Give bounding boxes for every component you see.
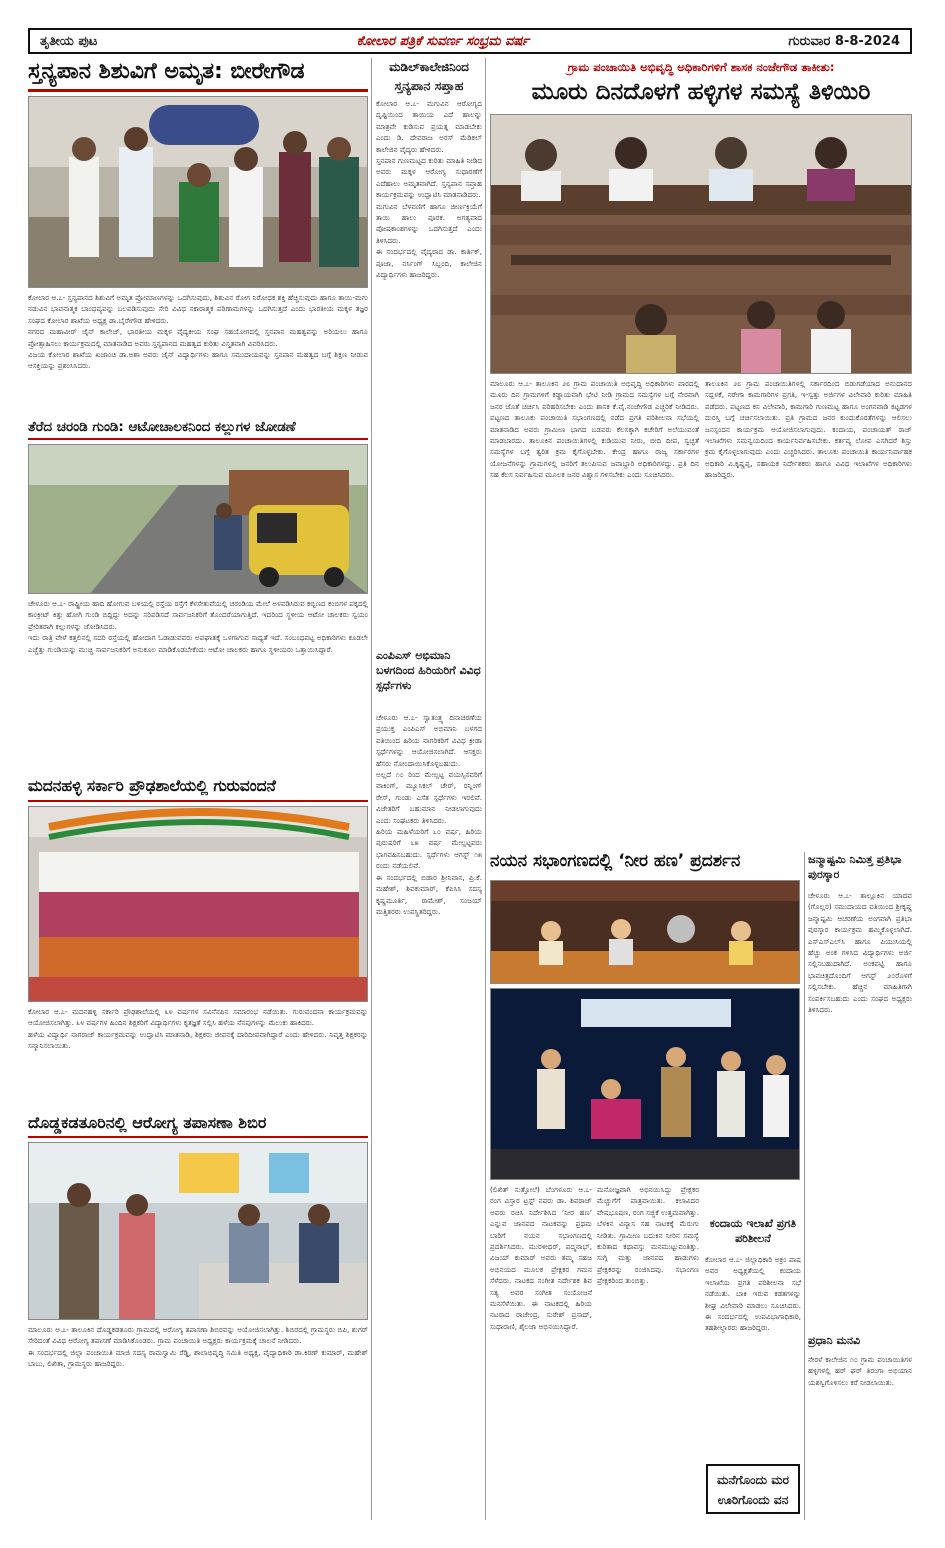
paragraph: ಮಗುವಿನ ಬೆಳವಣಿಗೆ ಹಾಗೂ ಜೀರ್ಣಕ್ರಿಯೆಗೆ ತಾಯಿ ಹಾಲು ಪೂರಕ. ಅಗತ್ಯವಾದ ಪೋಷಕಾಂಶಗಳನ್ನು ಒದಗಿಸುತ್ತದೆ ಎಂದು ತಿಳಿಸಿದರು. — [376, 201, 482, 245]
article-headline-sports: ಎಂಪಿಎಸ್ ಅಭಿಮಾನಿ ಬಳಗದಿಂದ ಹಿರಿಯರಿಗೆ ವಿವಿಧ ಸ್ಪರ್ಧೆಗಳು — [376, 649, 481, 692]
article-body-play-part2 — [597, 1184, 699, 1520]
photo-auto-driver-road — [28, 444, 368, 594]
article-headline-appeal: ಪ್ರಧಾನಿ ಮನವಿ — [808, 1334, 861, 1347]
article-headline-revenue: ಕಂದಾಯ ಇಲಾಖೆ ಪ್ರಗತಿ ಪರಿಶೀಲನೆ — [709, 1217, 797, 1245]
article-body-revenue — [705, 1254, 801, 1460]
paragraph: ಹಳೆಯ ವಿದ್ಯಾರ್ಥಿ ನಾಗರಾಜ್ ಕಾರ್ಯಕ್ರಮವನ್ನು ಉದ್ಘಾಟಿಸಿ ಮಾತನಾಡಿ, ಶಿಕ್ಷಕರು ಜೀವನಕ್ಕೆ ದಾರಿದೀಪವಾಗಿದ್ದಾರೆ ಎಂದು ಹೇಳಿದರು. ನಿವೃತ್ತ ಶಿಕ್ಷಕರನ್ನು ಸನ್ಮಾನಿಸಲಾಯಿತು. — [28, 1029, 368, 1051]
article-body-breastfeeding — [28, 292, 368, 416]
article-body-breastfeeding-week — [376, 98, 482, 638]
paragraph: ಈ ಸಂದರ್ಭದಲ್ಲಿ ಬಿಡಾರ ಶ್ರೀನಿವಾಸ, ಪ್ರಿ.ಕೆ. ಮಹೇಶ್, ಶಿವಕುಮಾರ್, ಕೆಪಿಸಿಸಿ ಸದಸ್ಯ ಕೃಷ್ಣಮೂರ್ತಿ, ರಾಮೇಶ್, ಸಂಜಯ್ ಮತ್ತಿತರರು ಉಪಸ್ಥಿತರಿದ್ದರು. — [376, 872, 482, 916]
photo-school-group — [28, 806, 368, 1002]
paragraph: ಕೋಲಾರ ಆ.೭- ಮದನಹಳ್ಳಿ ಸರ್ಕಾರಿ ಪ್ರೌಢಶಾಲೆಯಲ್ಲಿ ೩೪ ವರ್ಷಗಳ ಸವಿನೆನಪಿನ ಸಮಾರಂಭ ನಡೆಯಿತು. ಗುರುವಂದನಾ ಕಾರ್ಯಕ್ರಮವನ್ನು ಆಯೋಜಿಸಲಾಗಿತ್ತು. ೩೪ ವರ್ಷಗಳ ಹಿಂದಿನ ಶಿಕ್ಷಕರಿಗೆ ವಿದ್ಯಾರ್ಥಿಗಳು ಕೃತಜ್ಞತೆ ಸಲ್ಲಿಸಿ ಹಳೆಯ ನೆನಪುಗಳನ್ನು ಮೆಲುಕು ಹಾಕಿದರು. — [28, 1007, 368, 1028]
newspaper-tagline: ಕೋಲಾರ ಪತ್ರಿಕೆ ಸುವರ್ಣ ಸಂಭ್ರಮ ವರ್ಷ — [356, 33, 530, 49]
photo-play-stage — [490, 988, 800, 1180]
article-body-appeal — [808, 1354, 912, 1520]
article-headline-village-problems: ಮೂರು ದಿನದೊಳಗೆ ಹಳ್ಳಿಗಳ ಸಮಸ್ಯೆ ತಿಳಿಯಿರಿ — [531, 79, 871, 105]
page-number: ತೃತೀಯ ಪುಟ — [40, 33, 98, 49]
paragraph: ಕೋಲಾರ ಆ.೭- ಜಿಲ್ಲಾಧಿಕಾರಿ ಅಕ್ರಂ ಪಾಷ ಅವರ ಅಧ್ಯಕ್ಷತೆಯಲ್ಲಿ ಕಂದಾಯ ಇಲಾಖೆಯ ಪ್ರಗತಿ ಪರಿಶೀಲನಾ ಸಭೆ ನಡೆಯಿತು. ಬಾಕಿ ಇರುವ ಕಡತಗಳನ್ನು ಶೀಘ್ರ ವಿಲೇವಾರಿ ಮಾಡಲು ಸೂಚಿಸಿದರು. ಈ ಸಂದರ್ಭದಲ್ಲಿ ಉಪವಿಭಾಗಾಧಿಕಾರಿ, ತಹಶೀಲ್ದಾರರು ಹಾಜರಿದ್ದರು. — [705, 1255, 801, 1333]
article-headline-janmashtami: ಜನ್ಮಾಷ್ಟಮಿ ನಿಮಿತ್ತ ಪ್ರತಿಭಾ ಪುರಸ್ಕಾರ — [808, 853, 902, 881]
paragraph: ಹಿರಿಯ ಮಹಿಳೆಯರಿಗೆ ೬೦ ವರ್ಷ, ಹಿರಿಯ ಪುರುಷರಿಗೆ ೬೫ ವರ್ಷ ಮೇಲ್ಪಟ್ಟವರು ಭಾಗವಹಿಸಬಹುದು. ಸ್ಪರ್ಧೆಗಳು ಆಗಸ್ಟ್ ೧೫ ರಂದು ನಡೆಯಲಿವೆ. — [376, 827, 482, 871]
paragraph: ಚೇಳೂರು ಆ.೭- ಸ್ವಾತಂತ್ರ್ಯ ದಿನಾಚರಣೆಯ ಪ್ರಯುಕ್ತ ಎಂಪಿಎಸ್ ಅಭಿಮಾನಿ ಬಳಗದ ವತಿಯಿಂದ ಹಿರಿಯ ನಾಗರಿಕರಿಗೆ ವಿವಿಧ ಕ್ರೀಡಾ ಸ್ಪರ್ಧೆಗಳನ್ನು ಆಯೋಜಿಸಲಾಗಿದೆ. ಆಸಕ್ತರು ಹೆಸರು ನೋಂದಾಯಿಸಿಕೊಳ್ಳಬಹುದು. — [376, 713, 482, 768]
paragraph: ಈ ಸಂದರ್ಭದಲ್ಲಿ ಜಿಲ್ಲಾ ಪಂಚಾಯಿತಿ ಮಾಜಿ ಸದಸ್ಯ ರಾಮಸ್ವಾಮಿ ರೆಡ್ಡಿ, ಶಾಲಾಭಿವೃದ್ಧಿ ಸಮಿತಿ ಅಧ್ಯಕ್ಷ, ವೈದ್ಯಾಧಿಕಾರಿ ಡಾ.ಕಿರಣ್ ಕುಮಾರ್, ಮಹೇಶ್ ಬಾಬು, ಲಿಖಿತಾ, ಗ್ರಾಮಸ್ಥರು ಹಾಜರಿದ್ದರು. — [28, 1347, 368, 1369]
paragraph: ಮಾಲೂರು ಆ.೭- ತಾಲೂಕಿನ ದೊಡ್ಡಕಡತೂರು ಗ್ರಾಮದಲ್ಲಿ ಆರೋಗ್ಯ ತಪಾಸಣಾ ಶಿಬಿರವನ್ನು ಆಯೋಜಿಸಲಾಗಿತ್ತು. ಶಿಬಿರದಲ್ಲಿ ಗ್ರಾಮಸ್ಥರು ಬಿಪಿ, ಶುಗರ್ ಸೇರಿದಂತೆ ವಿವಿಧ ಆರೋಗ್ಯ ತಪಾಸಣೆ ಮಾಡಿಸಿಕೊಂಡರು. ಗ್ರಾಮ ಪಂಚಾಯಿತಿ ಅಧ್ಯಕ್ಷರು ಕಾರ್ಯಕ್ರಮಕ್ಕೆ ಚಾಲನೆ ನೀಡಿದರು. — [28, 1325, 368, 1346]
photo-breastfeeding-event — [28, 96, 368, 288]
article-headline-guruvandane: ಮದನಹಳ್ಳಿ ಸರ್ಕಾರಿ ಪ್ರೌಢಶಾಲೆಯಲ್ಲಿ ಗುರುವಂದನೆ — [28, 778, 368, 802]
paragraph: ನಗರದ ಮಹಾವೀರ್ ಜೈನ್ ಕಾಲೇಜ್, ಭಾರತೀಯ ಮಕ್ಕಳ ವೈದ್ಯಕೀಯ ಸಂಘ ಸಹಯೋಗದಲ್ಲಿ ಸ್ತನಪಾನ ಮಹತ್ವವನ್ನು ಅರಿಯಲು ಹಾಗೂ ಪ್ರೋತ್ಸಾಹಿಸಲು ಕಾರ್ಯಕ್ರಮದಲ್ಲಿ ಮಾತನಾಡಿದ ಅವರು ಸ್ತನ್ಯಪಾನದ ಮಹತ್ವದ ಕುರಿತು ವಿಸ್ತೃತವಾಗಿ ವಿವರಿಸಿದರು. — [28, 327, 368, 348]
issue-date: ಗುರುವಾರ 8-8-2024 — [788, 33, 900, 49]
photo-play-musicians — [490, 880, 800, 984]
slogan-box: ಮನೆಗೊಂದು ಮರ ಊರಿಗೊಂದು ವನ — [706, 1464, 800, 1514]
article-kicker-college: ಮಡಿಲ್‌ಕಾಲೇಜಿನಿಂದ — [389, 60, 469, 74]
article-body-guruvandane — [28, 1006, 368, 1112]
paragraph: ಮನೋಜ್ಞವಾಗಿ ಅಭಿನಯಿಸಿದ್ದು ಪ್ರೇಕ್ಷಕರ ಮೆಚ್ಚುಗೆಗೆ ಪಾತ್ರವಾಯಿತು. ಕಲಾವಿದರ ವೇಷಭೂಷಣ, ರಂಗ ಸಜ್ಜಿಕೆ ಉತ್ತಮವಾಗಿತ್ತು. ಬೆಳಕಿನ ವಿನ್ಯಾಸ ಸಹ ನಾಟಕಕ್ಕೆ ಮೆರುಗು ನೀಡಿತು. ಗ್ರಾಮೀಣ ಬದುಕಿನ ನೀರಿನ ಸಮಸ್ಯೆ ಕುರಿತಾದ ಕಥಾವಸ್ತು ಮನಮುಟ್ಟುವಂತಿತ್ತು. ಸುಗ್ಗಿ ಮತ್ತು ಜಾನಪದ ಹಾಡುಗಳು ಪ್ರೇಕ್ಷಕರನ್ನು ರಂಜಿಸಿದವು. ಸಭಾಂಗಣ ಪ್ರೇಕ್ಷಕರಿಂದ ತುಂಬಿತ್ತು. — [597, 1185, 699, 1286]
article-kicker-mla: ಗ್ರಾಮ ಪಂಚಾಯಿತಿ ಅಭಿವೃದ್ಧಿ ಅಧಿಕಾರಿಗಳಿಗೆ ಶಾಸಕ ನಂಜೇಗೌಡ ತಾಕೀತು: — [567, 60, 835, 74]
paragraph: ಅಲ್ಲದೆ ೧೦ ರಿಂದ ಮೇಲ್ಪಟ್ಟ ವಯಸ್ಸಿನವರಿಗೆ ವಾಕಿಂಗ್, ಮ್ಯೂಸಿಕಲ್ ಚೇರ್, ರನ್ನಿಂಗ್ ರೇಸ್, ಗುಂಡು ಎಸೆತ ಸ್ಪರ್ಧೆಗಳು ಇರಲಿವೆ. ವಿಜೇತರಿಗೆ ಬಹುಮಾನ ನೀಡಲಾಗುವುದು ಎಂದು ಸಂಘಟಕರು ತಿಳಿಸಿದರು. — [376, 770, 482, 825]
paragraph: ಈ ಸಂದರ್ಭದಲ್ಲಿ ವೈದ್ಯರಾದ ಡಾ. ಕಾರ್ತಿಕ್, ಪೂಜಾ, ನರ್ಸಿಂಗ್ ಸಿಬ್ಬಂದಿ, ಕಾಲೇಜಿನ ವಿದ್ಯಾರ್ಥಿಗಳು ಹಾಜರಿದ್ದರು. — [376, 247, 482, 280]
column-divider — [371, 58, 372, 1520]
article-headline-drain: ತೆರೆದ ಚರಂಡಿ ಗುಂಡಿ: ಆಟೋಚಾಲಕನಿಂದ ಕಲ್ಲುಗಳ ಜೋಡಣೆ — [28, 420, 368, 440]
article-headline-health-camp: ದೊಡ್ಡಕಡತೂರಿನಲ್ಲಿ ಆರೋಗ್ಯ ತಪಾಸಣಾ ಶಿಬಿರ — [28, 1114, 368, 1138]
article-body-janmashtami — [808, 890, 912, 1330]
article-body-sports — [376, 712, 482, 1520]
paragraph: ವಿಜಯ ಕೋಲಾರ ಶಾಖೆಯ ಖಜಾಂಚಿ ಡಾ.ಅಶಾ ಅವರು ಜೈನ್ ವಿದ್ಯಾರ್ಥಿಗಳು ಹಾಗೂ ಸಮುದಾಯವನ್ನು ಸ್ತನಪಾನ ಮಹತ್ವದ ಬಗ್ಗೆ ಶಿಕ್ಷಣ ನೀಡುವ ಆಸಕ್ತಿಯನ್ನು ಪ್ರಶಂಸಿಸಿದರು. — [28, 350, 368, 371]
article-body-play-part1 — [490, 1184, 592, 1520]
paragraph: ಚೇಳೂರು ಆ.೭- ರಾಷ್ಟ್ರೀಯ ಹಾದಿ ಹೋಗುವ ಬಳಿಯಲ್ಲಿ ರಸ್ತೆಯ ರಸ್ತೆಗೆ ಕೆಳಸೇತುವೆಯಲ್ಲಿ ಚರಂಡಿಯ ಮೇಲೆ ಅಳವಡಿಸಿರುವ ಕಬ್ಬಿಣದ ಕಂಬಿಗಳ ಪಕ್ಕದಲ್ಲಿ ಕಾಂಕ್ರೀಟ್ ಕಿತ್ತು ಹೋಗಿ ಗುಂಡಿ ಬಿದ್ದಿದ್ದು ಅದನ್ನು ಸರಿಪಡಿಸದೆ ಸಾರ್ವಜನಿಕರಿಗೆ ತೊಂದರೆಯಾಗುತ್ತಿದೆ. ಇದರಿಂದ ಸ್ಥಳೀಯ ಆಟೋ ಚಾಲಕರು ಸ್ವಯಂ ಪ್ರೇರಿತರಾಗಿ ಕಲ್ಲುಗಳನ್ನು ಜೋಡಿಸಿದರು. — [28, 599, 368, 631]
paragraph: ಸ್ತನಪಾನ ಗುಣಮಟ್ಟದ ಕುರಿತು ಮಾಹಿತಿ ನೀಡಿದ ಅವರು ಮಕ್ಕಳ ಆರೋಗ್ಯ ಸುಧಾರಣೆಗೆ ಎದೆಹಾಲು ಅಮೃತವಾಗಿದೆ. ಸ್ತನ್ಯಪಾನ ಸಪ್ತಾಹ ಕಾರ್ಯಕ್ರಮವನ್ನು ಉದ್ಘಾಟಿಸಿ ಮಾತನಾಡಿದರು. — [376, 156, 482, 200]
article-body-village-problems-part1 — [490, 378, 699, 848]
paragraph: ನೇರಳೆ ಕಾಲೇಜಿನ ೧೦ ಗ್ರಾಮ ಪಂಚಾಯಿತಿಗಳ ಹಳ್ಳಿಗಳಲ್ಲಿ ಹರ್ ಘರ್ ತಿರಂಗಾ ಅಭಿಯಾನ ಯಶಸ್ವಿಗೊಳಿಸಲು ಕರೆ ನೀಡಲಾಯಿತು. — [808, 1355, 912, 1387]
article-body-health-camp — [28, 1324, 368, 1520]
paragraph: ಮಾಲೂರು ಆ.೭- ತಾಲೂಕಿನ ೨೮ ಗ್ರಾಮ ಪಂಚಾಯಿತಿ ಅಭಿವೃದ್ಧಿ ಅಧಿಕಾರಿಗಳು ವಾರದಲ್ಲಿ ಮೂರು ದಿನ ಗ್ರಾಮಗಳಿಗೆ ಕಡ್ಡಾಯವಾಗಿ ಭೇಟಿ ನೀಡಿ ಗ್ರಾಮದ ಸಮಸ್ಯೆಗಳ ಬಗ್ಗೆ ನೇರವಾಗಿ ಜನರ ಜೊತೆ ಚರ್ಚಿಸಿ ಪರಿಹರಿಸಬೇಕು ಎಂದು ಶಾಸಕ ಕೆ.ವೈ.ನಂಜೇಗೌಡ ಎಚ್ಚರಿಕೆ ನೀಡಿದರು. ಪಟ್ಟಣದ ತಾಲೂಕು ಪಂಚಾಯಿತಿ ಸಭಾಂಗಣದಲ್ಲಿ ನಡೆದ ಪ್ರಗತಿ ಪರಿಶೀಲನಾ ಸಭೆಯಲ್ಲಿ ಮಾತನಾಡಿದ ಅವರು ಗ್ರಾಮೀಣ ಭಾಗದ ಬಡವರು ಕೆಲಸಕ್ಕಾಗಿ ಕಚೇರಿಗೆ ಅಲೆಯುವಂತೆ ಮಾಡಬಾರದು. ತಾಲೂಕಿನ ಪಂಚಾಯಿತಿಗಳಲ್ಲಿ ಕುಡಿಯುವ ನೀರು, ಬೀದಿ ದೀಪ, ಸ್ವಚ್ಛತೆ ಸಮಸ್ಯೆಗಳ ಬಗ್ಗೆ ತ್ವರಿತ ಕ್ರಮ ಕೈಗೊಳ್ಳಬೇಕು. ಕೇಂದ್ರ ಹಾಗೂ ರಾಜ್ಯ ಸರ್ಕಾರಗಳ ಯೋಜನೆಗಳನ್ನು ಗ್ರಾಮಗಳಲ್ಲಿ ಜನರಿಗೆ ತಲುಪಿಸುವ ಜವಾಬ್ದಾರಿ ಅಧಿಕಾರಿಗಳದ್ದು. ಪ್ರತಿ ದಿನ ಸಹ ಕೆಲಸ ನಿರ್ವಹಿಸುವ ಮೂಲಕ ಜನರ ವಿಶ್ವಾಸ ಗಳಿಸಬೇಕು ಎಂದು ಸೂಚಿಸಿದರು. — [490, 379, 699, 480]
article-headline-breastfeeding: ಸ್ತನ್ಯಪಾನ ಶಿಶುವಿಗೆ ಅಮೃತ: ಬೀರೇಗೌಡ — [28, 60, 368, 92]
article-body-drain — [28, 598, 368, 774]
paragraph: ಕೋಲಾರ ಆ.೭- ಮಗುವಿನ ಆರೋಗ್ಯದ ದೃಷ್ಟಿಯಿಂದ ತಾಯಿಯ ಎದೆ ಹಾಲನ್ನು ಮಾತ್ರವೇ ಕುಡಿಸುವ ಪ್ರಯತ್ನ ಮಾಡಬೇಕು ಎಂದು ಡಿ. ದೇವರಾಜ ಅರಸ್ ಮೆಡಿಕಲ್ ಕಾಲೇಜಿನ ವೈದ್ಯರು ಹೇಳಿದರು. — [376, 99, 482, 154]
paragraph: ಕೋಲಾರ ಆ.೭- ಸ್ತನ್ಯಪಾನದ ಶಿಶುವಿಗೆ ಅಮೃತ ಪ್ರೋಮಾಣಗಳನ್ನು ಒದಗಿಸುವುದು, ಶಿಶುವಿನ ರೋಗ ನಿರೋಧಕ ಶಕ್ತಿ ಹೆಚ್ಚಿಸುವುದು ಹಾಗೂ ತಾಯಿ-ಮಗು ನಡುವಿನ ಭಾವನಾತ್ಮಕ ಬಾಂಧವ್ಯವನ್ನು ಬಲಪಡಿಸುವುದು ಸೇರಿ ವಿವಿಧ ಸಕಾರಾತ್ಮಕ ಪರಿಣಾಮಗಳನ್ನು ಒದಗಿಸುತ್ತದೆ ಎಂದು ಭಾರತೀಯ ಮಕ್ಕಳ ತಜ್ಞರ ಸಂಘದ ಕೋಲಾರ ಶಾಖೆಯ ಅಧ್ಯಕ್ಷ ಡಾ.ಬೈರೇಗೌಡ ಹೇಳಿದರು. — [28, 293, 368, 325]
article-headline-breastfeeding-week: ಸ್ತನ್ಯಪಾನ ಸಪ್ತಾಹ — [394, 78, 464, 93]
paragraph: ಚೇಳೂರು ಆ.೭- ತಾಲ್ಲೂಕಿನ ಯಾದವ (ಗೊಲ್ಲರ) ಸಮುದಾಯದ ವತಿಯಿಂದ ಶ್ರೀಕೃಷ್ಣ ಜನ್ಮಾಷ್ಟಮಿ ಆಚರಣೆಯ ಅಂಗವಾಗಿ ಪ್ರತಿಭಾ ಪುರಸ್ಕಾರ ಕಾರ್ಯಕ್ರಮ ಹಮ್ಮಿಕೊಳ್ಳಲಾಗಿದೆ. ಎಸ್ಎಸ್ಎಲ್‌ಸಿ ಹಾಗೂ ಪಿಯುಸಿಯಲ್ಲಿ ಹೆಚ್ಚು ಅಂಕ ಗಳಿಸಿದ ವಿದ್ಯಾರ್ಥಿಗಳು ಅರ್ಜಿ ಸಲ್ಲಿಸಬಹುದಾಗಿದೆ. ಅಂಕಪಟ್ಟಿ ಹಾಗೂ ಭಾವಚಿತ್ರದೊಂದಿಗೆ ಆಗಸ್ಟ್ ೨೦ರೊಳಗೆ ಸಲ್ಲಿಸಬೇಕು. ಹೆಚ್ಚಿನ ಮಾಹಿತಿಗಾಗಿ ಸಂಪರ್ಕಿಸಬಹುದು ಎಂದು ಸಂಘದ ಅಧ್ಯಕ್ಷರು ತಿಳಿಸಿದರು. — [808, 891, 912, 1015]
paragraph: ತಾಲೂಕಿನ ೨೮ ಗ್ರಾಮ ಪಂಚಾಯಿತಿಗಳಲ್ಲಿ ಸರ್ಕಾರದಿಂದ ಬಿಡುಗಡೆಯಾದ ಅನುದಾನದ ಸದ್ಬಳಕೆ, ನರೇಗಾ ಕಾಮಗಾರಿಗಳ ಪ್ರಗತಿ, ಇ-ಸ್ವತ್ತು ಅರ್ಜಿಗಳ ವಿಲೇವಾರಿ ಕುರಿತು ಮಾಹಿತಿ ಪಡೆದರು. ಪಟ್ಟಣದ ಕಸ ವಿಲೇವಾರಿ, ಕಾಮಗಾರಿ ಗುಣಮಟ್ಟ ಹಾಗೂ ಅಂಗನವಾಡಿ ಕಟ್ಟಡಗಳ ದುರಸ್ತಿ ಬಗ್ಗೆ ಚರ್ಚಿಸಲಾಯಿತು. ಪ್ರತಿ ಗ್ರಾಮದ ಜನರ ಕುಂದುಕೊರತೆಗಳನ್ನು ಆಲಿಸಲು ಜನಸ್ಪಂದನ ಕಾರ್ಯಕ್ರಮ ಆಯೋಜಿಸಲಾಗುವುದು. ಕಂದಾಯ, ಪಂಚಾಯತ್ ರಾಜ್ ಇಲಾಖೆಗಳು ಸಮನ್ವಯದಿಂದ ಕಾರ್ಯನಿರ್ವಹಿಸಬೇಕು. ಕರ್ತವ್ಯ ಲೋಪ ಎಸಗಿದರೆ ಶಿಸ್ತು ಕ್ರಮ ಕೈಗೊಳ್ಳಲಾಗುವುದು ಎಂದು ಎಚ್ಚರಿಸಿದರು. ತಾಲೂಕು ಪಂಚಾಯಿತಿ ಕಾರ್ಯನಿರ್ವಾಹಕ ಅಧಿಕಾರಿ ವಿ.ಕೃಷ್ಣಪ್ಪ, ಸಹಾಯಕ ನಿರ್ದೇಶಕರು ಹಾಗೂ ವಿವಿಧ ಇಲಾಖೆಗಳ ಅಧಿಕಾರಿಗಳು ಹಾಜರಿದ್ದರು. — [705, 379, 912, 480]
paragraph: (ಲಿಖಿತ್ ಸುತ್ತೋಲೆ) ಬೆಂಗಳೂರು ಆ.೭- ರಂಗ ವಿಸ್ತಾರ ಟ್ರಸ್ಟ್ ನವರು ಡಾ. ಶಿವರಾಜ್ ಅವರು ರಚಿಸಿ ನಿರ್ದೇಶಿಸಿದ ‘ನೀರ ಹಣ’ ಎನ್ನುವ ಜಾನಪದ ನಾಟಕವನ್ನು ಪ್ರಥಮ ಬಾರಿಗೆ ನಯನ ಸಭಾಂಗಣದಲ್ಲಿ ಪ್ರದರ್ಶಿಸಿದರು. ಮುರಳೀಧರ್, ಪದ್ಮನಾಭ್, ವಿಜಯ್ ಕುಮಾರ್ ಅವರು ತಮ್ಮ ಸಹಜ ಅಭಿನಯದ ಮೂಲಕ ಪ್ರೇಕ್ಷಕರ ಗಮನ ಸೆಳೆದರು. ನಾಟಕದ ಸಂಗೀತ ನಿರ್ದೇಶಕ ಶಿವ ಸತ್ಯ ಅವರ ಸಂಗೀತ ಸಂಯೋಜನೆ ಮನಸೆಳೆಯಿತು. ಈ ನಾಟಕದಲ್ಲಿ ಹಿರಿಯ ನಟರಾದ ರಾಜೇಂದ್ರ, ಸುರೇಶ್ ಪ್ರಸಾದ್, ಸುಧಾರಾಣಿ, ಶೈಲಜಾ ಅಭಿನಯಿಸಿದ್ದಾರೆ. — [490, 1185, 592, 1331]
article-headline-play: ನಯನ ಸಭಾಂಗಣದಲ್ಲಿ ‘ನೀರ ಹಣ’ ಪ್ರದರ್ಶನ — [490, 851, 741, 871]
article-body-village-problems-part2 — [705, 378, 912, 848]
photo-review-meeting — [490, 114, 912, 374]
column-divider — [485, 58, 486, 1520]
masthead — [28, 28, 912, 54]
paragraph: ಇದು ರಾತ್ರಿ ವೇಳೆ ಕತ್ತಲಿನಲ್ಲಿ ಸದರಿ ರಸ್ತೆಯಲ್ಲಿ ಹೋದಾಗ ಓಡಾಡುವವರು ಅಪಘಾತಕ್ಕೆ ಒಳಗಾಗುವ ಸಾಧ್ಯತೆ ಇದೆ. ಸಂಬಂಧಪಟ್ಟ ಅಧಿಕಾರಿಗಳು ಕೂಡಲೇ ಎಚ್ಚೆತ್ತು ಗುಂಡಿಯನ್ನು ಮುಚ್ಚಿ ಸಾರ್ವಜನಿಕರಿಗೆ ಅನುಕೂಲ ಮಾಡಿಕೊಡಬೇಕೆಂದು ಆಟೋ ಚಾಲಕರು ಹಾಗೂ ಸ್ಥಳೀಯರು ಒತ್ತಾಯಿಸಿದ್ದಾರೆ. — [28, 633, 368, 654]
column-divider — [804, 852, 805, 1520]
photo-health-camp — [28, 1142, 368, 1320]
